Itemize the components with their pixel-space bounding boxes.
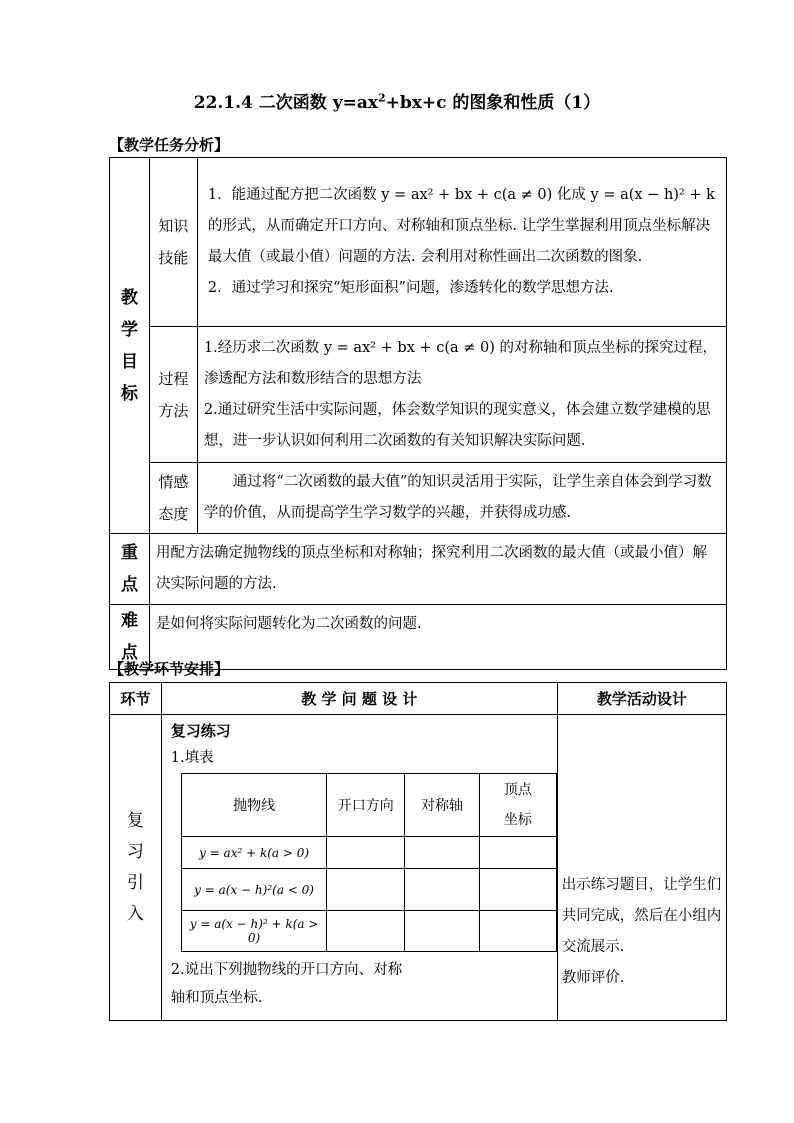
col-axis: 对称轴 bbox=[405, 774, 480, 837]
row-parabola-3: y = a(x − h)² + k(a > 0) bbox=[181, 911, 327, 952]
header-stage: 环节 bbox=[110, 683, 162, 715]
fill-in-table bbox=[181, 773, 557, 952]
knowledge-content: 1．能通过配方把二次函数 y = ax² + bx + c(a ≠ 0) 化成 y = a(x − h)² + k 的形式，从而确定开口方向、对称轴和顶点坐标. 让学生掌握利用顶点坐标解决最大值（或最小值）问题的方法. 会利用对称性画出二次函数的图象. 2．通过学习和探究“矩形面积”问题，渗透转化的数学思想方法. bbox=[197, 158, 726, 327]
process-label-cell: 过程方法 bbox=[149, 327, 197, 463]
col-opening: 开口方向 bbox=[327, 774, 405, 837]
page-title: 22.1.4 二次函数 $y=ax^2+bx+c$ 的图象和性质（1） bbox=[193, 91, 601, 113]
row-parabola-2: y = a(x − h)²(a < 0) bbox=[181, 869, 327, 911]
teaching-plan-table bbox=[109, 682, 727, 1021]
process-content: 1.经历求二次函数 y = ax² + bx + c(a ≠ 0) 的对称轴和顶点坐标的探究过程，渗透配方法和数形结合的思想方法 2.通过研究生活中实际问题，体会数学知识的现实意义，体会建立数学建模的思想，进一步认识如何利用二次函数的有关知识解决实际问题. bbox=[197, 327, 726, 463]
emotion-content: 通过将“二次函数的最大值”的知识灵活用于实际，让学生亲自体会到学习数学的价值，从而提高学生学习数学的兴趣，并获得成功感. bbox=[197, 463, 726, 534]
cell-blank[interactable] bbox=[405, 911, 480, 952]
section-heading-plan: 【教学环节安排】 bbox=[109, 660, 230, 678]
cell-blank[interactable] bbox=[405, 869, 480, 911]
emotion-label-cell: 情感态度 bbox=[149, 463, 197, 534]
header-activity: 教学活动设计 bbox=[557, 683, 726, 715]
row-parabola-1: y = ax² + k(a > 0) bbox=[181, 837, 327, 869]
knowledge-label-cell: 知识技能 bbox=[149, 158, 197, 327]
cell-blank[interactable] bbox=[479, 911, 556, 952]
stage-review-cell: 复习引入 bbox=[110, 715, 162, 1021]
key-content: 用配方法确定抛物线的顶点坐标和对称轴；探究利用二次函数的最大值（或最小值）解决实际问题的方法. bbox=[149, 534, 726, 605]
header-design: 教 学 问 题 设 计 bbox=[161, 683, 557, 715]
goals-label-cell: 教学目标 bbox=[110, 158, 150, 534]
task-analysis-table bbox=[109, 157, 727, 670]
cell-blank[interactable] bbox=[479, 869, 556, 911]
cell-blank[interactable] bbox=[327, 869, 405, 911]
cell-blank[interactable] bbox=[327, 911, 405, 952]
col-vertex: 顶点坐标 bbox=[479, 774, 556, 837]
activity-cell: 出示练习题目，让学生们共同完成，然后在小组内交流展示. 教师评价. bbox=[557, 715, 726, 1021]
section-heading-task-analysis: 【教学任务分析】 bbox=[109, 136, 230, 154]
key-label-cell: 重点 bbox=[110, 534, 150, 605]
difficulty-content: 是如何将实际问题转化为二次函数的问题. bbox=[149, 605, 726, 670]
cell-blank[interactable] bbox=[405, 837, 480, 869]
design-cell: 复习练习 1.填表 抛物线 开口方向 对称轴 顶点坐标 y = ax² + k(a > 0) y = a(x − h)²(a < 0) y = a(x − h)² + k(a > 0) 2.说出下列抛物线的开口方向、对称轴和顶点坐标. bbox=[161, 715, 557, 1021]
cell-blank[interactable] bbox=[479, 837, 556, 869]
difficulty-label-cell: 难点 bbox=[110, 605, 150, 670]
col-parabola: 抛物线 bbox=[181, 774, 327, 837]
cell-blank[interactable] bbox=[327, 837, 405, 869]
